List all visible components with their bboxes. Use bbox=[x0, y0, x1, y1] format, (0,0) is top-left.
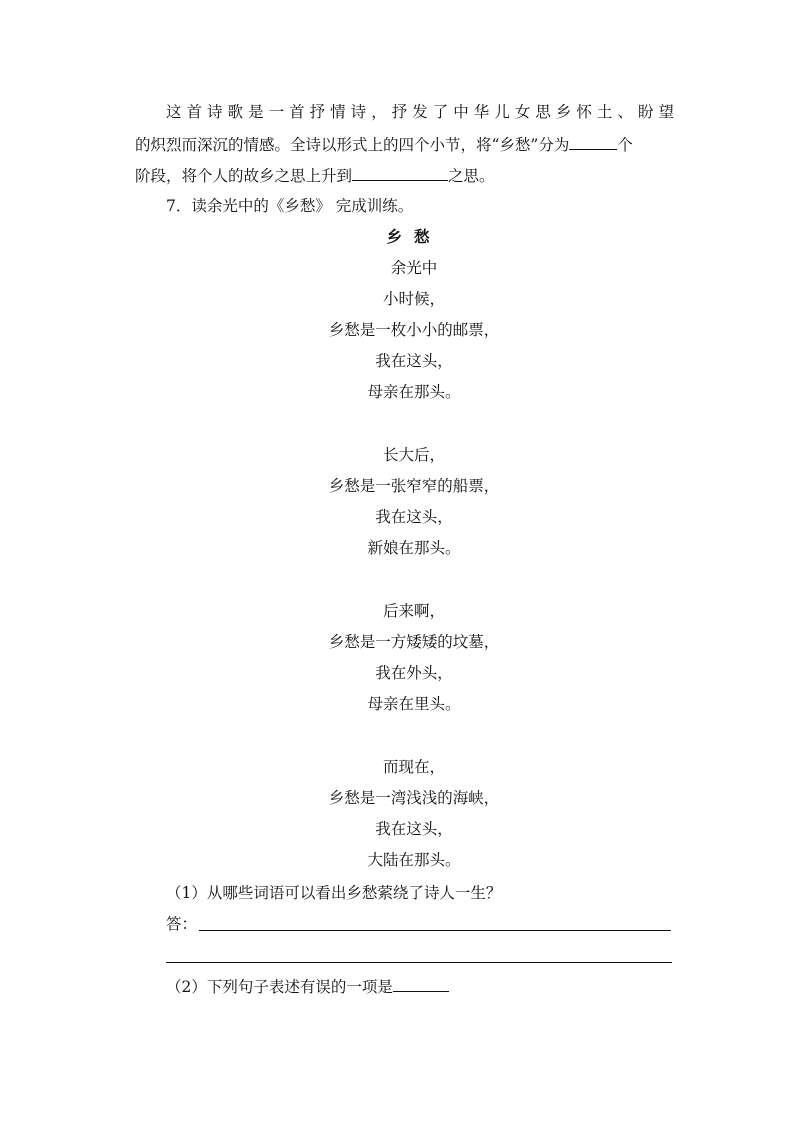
choice-blank[interactable] bbox=[393, 975, 449, 992]
intro-line-3 bbox=[135, 164, 495, 187]
poem-line: 小时候， bbox=[382, 290, 445, 308]
poem-line: 母亲在里头。 bbox=[367, 695, 461, 713]
poem-author: 余光中 bbox=[390, 259, 438, 277]
theme-blank[interactable] bbox=[352, 164, 448, 181]
question-7: 7．读余光中的《乡愁》 完成训练。 bbox=[166, 197, 414, 215]
sub-question-2-text: （2）下列句子表述有误的一项是 bbox=[166, 978, 393, 996]
poem-line: 乡愁是一方矮矮的坟墓， bbox=[328, 633, 500, 651]
poem-line: 后来啊， bbox=[382, 602, 445, 620]
sub-question-2 bbox=[166, 975, 449, 998]
poem-line: 而现在， bbox=[382, 758, 445, 776]
intro-line-3-text: 阶段，将个人的故乡之思上升到 bbox=[135, 167, 353, 185]
poem-line: 乡愁是一枚小小的邮票， bbox=[328, 321, 500, 339]
intro-line-3-suffix: 之思。 bbox=[448, 167, 495, 185]
sub-question-1: （1）从哪些词语可以看出乡愁萦绕了诗人一生？ bbox=[166, 884, 502, 902]
intro-line-2-suffix: 个 bbox=[617, 136, 633, 154]
poem-line: 我在这头， bbox=[375, 820, 453, 838]
intro-line-1: 这首诗歌是一首抒情诗，抒发了中华儿女思乡怀土、盼望 bbox=[166, 103, 674, 121]
poem-line: 我在这头， bbox=[375, 352, 453, 370]
poem-line: 乡愁是一湾浅浅的海峡， bbox=[328, 789, 500, 807]
poem-title: 乡愁 bbox=[386, 227, 442, 246]
intro-line-2 bbox=[135, 133, 633, 156]
poem-line: 我在这头， bbox=[375, 508, 453, 526]
answer-label: 答： bbox=[166, 915, 198, 933]
poem-line: 新娘在那头。 bbox=[367, 539, 461, 557]
poem-line: 母亲在那头。 bbox=[367, 383, 461, 401]
poem-line: 大陆在那头。 bbox=[367, 851, 461, 869]
poem-line: 乡愁是一张窄窄的船票， bbox=[328, 477, 500, 495]
intro-line-2-text: 的炽烈而深沉的情感。全诗以形式上的四个小节，将“乡愁”分为 bbox=[135, 136, 570, 154]
poem-line: 我在外头， bbox=[375, 664, 453, 682]
answer-line-2[interactable] bbox=[166, 962, 672, 963]
answer-line-1[interactable] bbox=[199, 930, 671, 931]
poem-line: 长大后， bbox=[382, 446, 445, 464]
stage-count-blank[interactable] bbox=[569, 133, 617, 150]
